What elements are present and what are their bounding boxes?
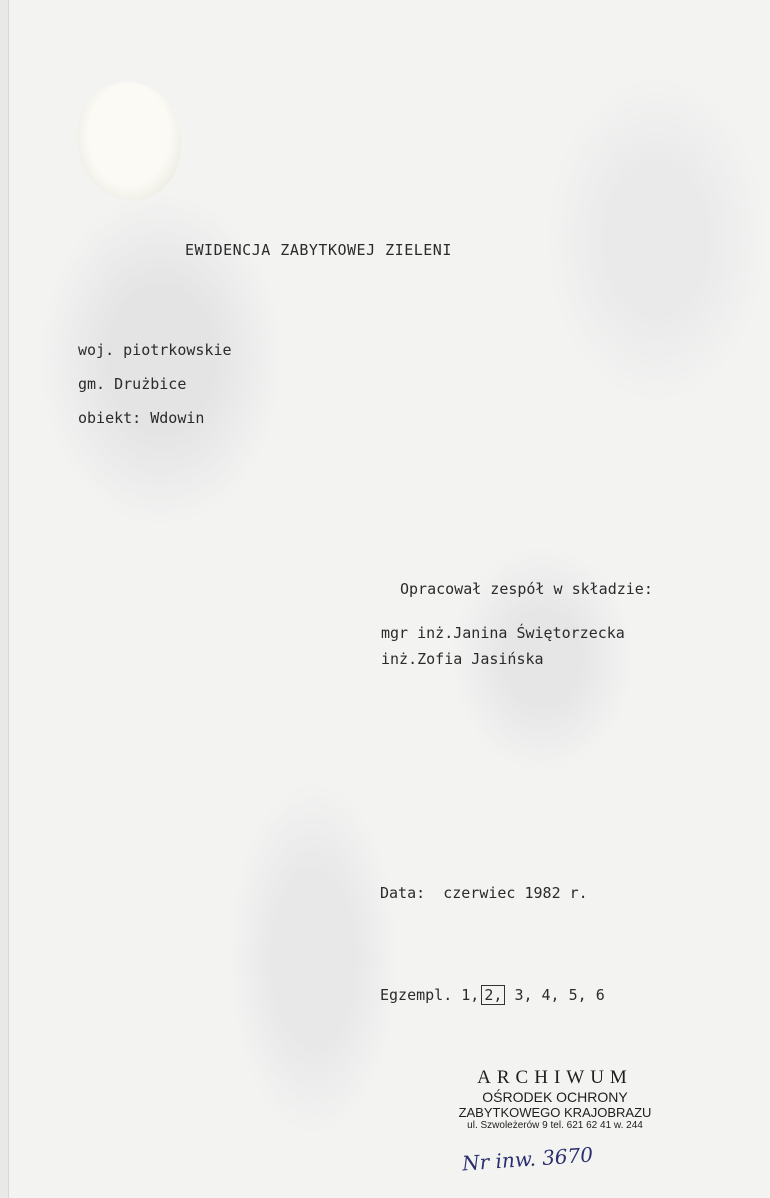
copies-label: Egzempl. [380,986,453,1004]
commune-line: gm. Drużbice [78,375,187,393]
copy-number: 4, [541,986,560,1004]
document-page [8,0,770,1198]
date-value: czerwiec 1982 r. [443,884,588,902]
copies-line [380,986,605,1004]
author-name-2: inż.Zofia Jasińska [381,650,544,668]
voivodeship-line: woj. piotrkowskie [78,341,232,359]
archive-stamp-line2: OŚRODEK OCHRONY [482,1089,628,1105]
handwritten-inventory-number: Nr inw. 3670 [461,1142,594,1176]
copy-number: 3, [514,986,533,1004]
document-title: EWIDENCJA ZABYTKOWEJ ZIELENI [185,241,452,259]
author-name-1: mgr inż.Janina Świętorzecka [381,624,625,642]
copy-number: 1, [461,986,480,1004]
date-line [380,884,588,902]
copy-number: 6 [595,986,605,1004]
archive-stamp-title: ARCHIWUM [477,1067,633,1088]
authors-heading: Opracował zespół w składzie: [400,580,653,598]
archive-stamp-line3: ZABYTKOWEGO KRAJOBRAZU [458,1105,652,1120]
paper-seal-mark [77,82,181,200]
archive-stamp [440,1067,670,1131]
copy-number: 5, [568,986,587,1004]
object-line: obiekt: Wdowin [78,409,205,427]
archive-stamp-address: ul. Szwoleżerów 9 tel. 621 62 41 w. 244 [467,1120,643,1131]
date-label: Data: [380,884,426,902]
copy-number-selected: 2, [481,985,505,1005]
